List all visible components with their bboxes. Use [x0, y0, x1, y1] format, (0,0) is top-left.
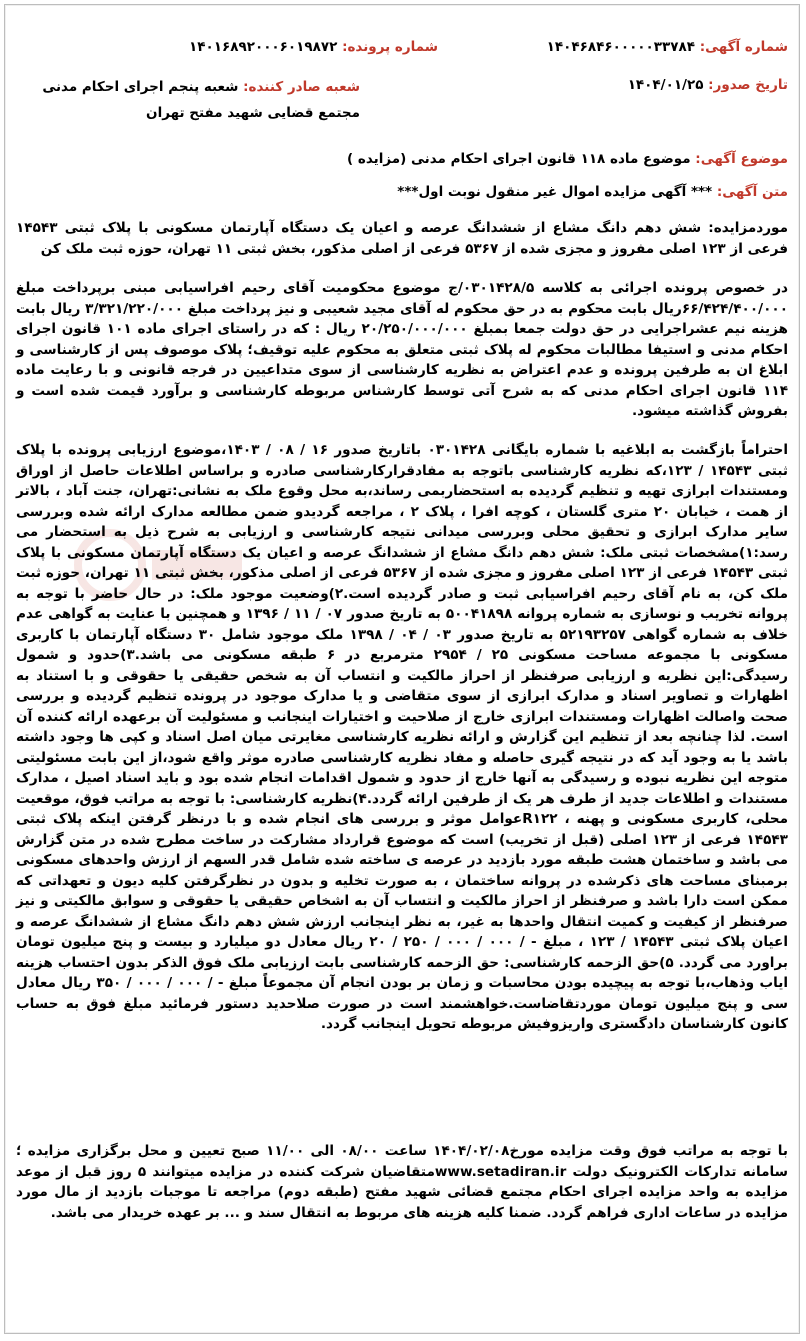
- case-details-paragraph: در خصوص پرونده اجرائی به کلاسه ۰۳۰۱۴۲۸/۵/ج موضوع محکومیت آقای رحیم افراسیابی مبنی برپرداخت مبلغ ۶۶/۴۲۴/۴۰۰/۰۰۰ریال بابت محکوم به در حق محکوم له آقای مجید شعیبی و نیز پرداخت مبلغ ۳/۳۲۱/۲۲۰/۰۰۰ ریال بابت هزینه نیم عشراجرایی در حق دولت جمعا بمبلغ ۲۰/۲۵۰/۰۰۰/۰۰۰ ریال : که در راستای اجرای ماده ۱۰۱ قانون اجرای احکام مدنی و استیفا مطالبات محکوم له پلاک ثبتی متعلق به محکوم علیه توقیف؛ پلاک موصوف پس از کارشناسی و ابلاغ ان به طرفین پرونده و عدم اعتراض به نظریه کارشناسی از سوی متداعیین در فرجه قانونی و با رعایت ماده ۱۱۴ قانون اجرای احکام مدنی که به شرح آتی توسط کارشناس مربوطه کارشناسی و برآورد قیمت شده است و بفروش گذاشته میشود.: [16, 280, 788, 419]
- case-number-label: شماره پرونده:: [342, 39, 438, 55]
- text-title-row: [397, 181, 788, 203]
- auction-time-paragraph: با توجه به مراتب فوق وقت مزایده مورخ۱۴۰۴/۰۲/۰۸ ساعت ۰۸/۰۰ الی ۱۱/۰۰ صبح تعیین و محل برگزاری مزایده ؛سامانه تدارکات الکترونیک دولت www.setadiran.irمتقاضیان شرکت کننده در مزایده میتوانند ۵ روز قبل از موعد مزایده به واحد مزایده اجرای احکام مجتمع قضائی شهید مفتح (طبقه دوم) مراجعه تا موجبات بازدید از مال مورد مزایده در ساعات اداری فراهم گردد. ضمنا کلیه هزینه های مربوط به انتقال سند و ... بر عهده خریدار می باشد.: [16, 1143, 788, 1221]
- expert-report-paragraph: احتراماً بازگشت به ابلاغیه با شماره بایگانی ۰۳۰۱۴۲۸ باتاریخ صدور ۱۶ / ۰۸ / ۱۴۰۳،موضوع ارزیابی پرونده با پلاک ثبتی ۱۴۵۴۳ / ۱۲۳،که نظریه کارشناسی باتوجه به مفادقرارکارشناسی صادره و براساس اطلاعات حاصل از اوراق ومستندات ابرازی تهیه و تنظیم گردیده به استحضاربمی رساند،به محل وقوع ملک به نشانی:تهران، جنت آباد ، بالاتر از همت ، خیابان ۲۰ متری گلستان ، کوچه افرا ، پلاک ۲ ، مراجعه گردیدو ضمن مطالعه مدارک ارائه شده وبررسی سایر مدارک ابرازی و تحقیق محلی وبررسی میدانی نتیجه کارشناسی و ارزیابی به شرح ذیل به استحضار می رسد:۱)مشخصات ثبتی ملک: شش دهم دانگ مشاع از ششدانگ عرصه و اعیان یک دستگاه آپارتمان مسکونی با پلاک ثبتی ۱۴۵۴۳ فرعی از ۱۲۳ اصلی مفروز و مجزی شده از ۵۳۶۷ فرعی از اصلی مذکور، بخش ثبتی ۱۱ تهران، حوزه ثبت ملک کن، به نام آقای رحیم افراسیابی ثبت و صادر گردیده است.۲)وضعیت موجود ملک: در حال حاضر با توجه به پروانه تخریب و نوسازی به شماره پروانه ۵۰۰۴۱۸۹۸ به تاریخ صدور ۰۷ / ۱۱ / ۱۳۹۶ و همچنین با عنایت به گواهی عدم خلاف به شماره گواهی ۵۲۱۹۳۲۵۷ به تاریخ صدور ۰۳ / ۰۴ / ۱۳۹۸ ملک موجود شامل ۳۰ دستگاه آپارتمان با کاربری مسکونی با مجموعه مساحت مسکونی ۲۵ / ۲۹۵۴ مترمربع در ۶ طبقه مسکونی می باشد.۳)حدود و شمول رسیدگی:این نظریه و ارزیابی صرفنظر از احراز مالکیت و انتساب آن به شخص حقیقی یا حقوقی و با استناد به اظهارات و تصاویر اسناد و مدارک ابرازی از سوی متقاضی و یا مدارک موجود در پرونده تنظیم گردیده و بررسی صحت واصالت اظهارات ومستندات ابرازی خارج از صلاحیت و اختیارات اینجانب و مسئولیت آن برعهده ارائه کننده آن است. لذا چنانچه بعد از تنظیم این گزارش و ارائه نظریه کارشناسی مغایرتی میان اصل اسناد و کپی ها وجود داشته باشد یا به وجود آید که در نتیجه گیری حاصله و مفاد نظریه کارشناسی صادره موثر واقع شود،از این بابت مسئولیتی متوجه این نظریه نبوده و رسیدگی به آنها خارج از حدود و شمول اقدامات انجام شده بود و باید اسناد اصیل ، مدارک مستندات و اطلاعات جدید از طرف هر یک از طرفین ارائه گردد.۴)نظریه کارشناسی: با توجه به مراتب فوق، موقعیت محلی، کاربری مسکونی و پهنه ، R۱۲۲عوامل موثر و بررسی های انجام شده و با درنظر گرفتن اینکه پلاک ثبتی ۱۴۵۴۳ فرعی از ۱۲۳ اصلی (قبل از تخریب) است که موضوع قرارداد مشارکت در ساخت مطرح شده در متن گزارش می باشد و ساختمان هشت طبقه مورد بازدید در عرصه ی ساخته شده شامل قدر السهم از ارزش واحدهای مسکونی برمبنای مساحت های ذکرشده در پروانه ساختمان ، به صورت تخلیه و بدون در نظرگرفتن کلیه دیون و تعهداتی که ممکن است دارا باشد و صرفنظر از احراز مالکیت و انتساب آن به اشخاص حقیقی یا حقوقی و سوابق مالکیتی و نیز صرفنظر از کیفیت و کمیت انتقال واحدها به غیر، به نظر اینجانب ارزش شش دهم دانگ مشاع از ششدانگ عرصه و اعیان پلاک ثبتی ۱۴۵۴۳ / ۱۲۳ ، مبلغ - / ۰۰۰ / ۰۰۰ / ۲۵۰ / ۲۰ ریال معادل دو میلیارد و بیست و پنج میلیون تومان براورد می گردد. ۵)حق الزحمه کارشناسی: حق الزحمه کارشناسی بابت ارزیابی ملک فوق الذکر بدون احتساب هزینه ایاب وذهاب،با توجه به پیچیده بودن محاسبات و زمان بر بودن انجام آن مجموعاً مبلغ - / ۰۰۰ / ۰۰۰ / ۳۵۰ ریال معادل سی و پنج میلیون تومان موردتقاضاست.خواهشمند است در صورت صلاحدید دستور فرمائید مبلغ فوق به حساب کانون کارشناسان دادگستری واریزوفیش مربوطه تحویل اینجانب گردد.: [16, 442, 789, 1032]
- issuer-label: شعبه صادر کننده:: [243, 79, 360, 95]
- case-number: ۱۴۰۱۶۸۹۲۰۰۰۶۰۱۹۸۷۲: [189, 39, 338, 55]
- ad-number-row: [547, 36, 788, 58]
- case-number-row: [189, 36, 438, 58]
- issue-date-label: تاریخ صدور:: [708, 77, 788, 93]
- subject-row: [347, 148, 788, 170]
- issue-date-row: [628, 74, 788, 96]
- ad-number-label: شماره آگهی:: [699, 39, 788, 55]
- issue-date: ۱۴۰۴/۰۱/۲۵: [627, 77, 704, 93]
- text-title-label: متن آگهی:: [716, 184, 788, 200]
- issuer: شعبه پنجم اجرای احکام مدنی مجتمع قضایی شهید مفتح تهران: [42, 79, 360, 121]
- issuer-row: [20, 74, 360, 126]
- auction-subject-paragraph: موردمزایده: شش دهم دانگ مشاع از ششدانگ عرصه و اعیان یک دستگاه آپارتمان مسکونی با پلاک ثبتی ۱۴۵۴۳ فرعی از ۱۲۳ اصلی مفروز و مجزی شده از ۵۳۶۷ فرعی از اصلی مذکور، بخش ثبتی ۱۱ تهران، حوزه ثبت ملک کن: [16, 220, 788, 257]
- subject-value: موضوع ماده ۱۱۸ قانون اجرای احکام مدنی (مزایده ): [347, 151, 691, 167]
- text-title-value: *** آگهی مزایده اموال غیر منقول نوبت اول***: [397, 184, 713, 200]
- ad-number: ۱۴۰۴۶۸۴۶۰۰۰۰۰۳۳۷۸۴: [546, 39, 695, 55]
- subject-label: موضوع آگهی:: [695, 151, 788, 167]
